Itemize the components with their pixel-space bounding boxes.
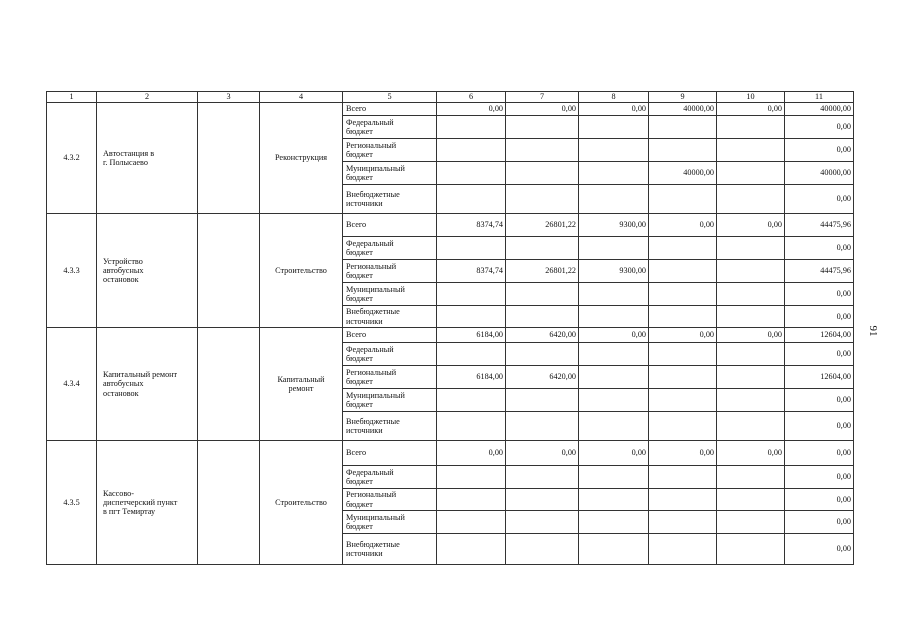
value-cell-6: 0,00	[437, 441, 506, 466]
funding-source: Всего	[343, 328, 437, 343]
column-number-5: 5	[343, 92, 437, 103]
item-col3	[198, 441, 260, 565]
value-cell-9	[649, 534, 717, 565]
funding-source: Региональный бюджет	[343, 489, 437, 511]
funding-source: Муниципальный бюджет	[343, 511, 437, 534]
value-cell-8	[579, 489, 649, 511]
funding-source: Муниципальный бюджет	[343, 389, 437, 412]
work-type: Строительство	[260, 214, 343, 328]
value-cell-9	[649, 116, 717, 139]
value-cell-11: 0,00	[785, 306, 854, 328]
value-cell-10	[717, 162, 785, 185]
value-cell-10: 0,00	[717, 103, 785, 116]
item-name: Устройство автобусных остановок	[97, 214, 198, 328]
value-cell-10	[717, 466, 785, 489]
value-cell-7	[506, 283, 579, 306]
value-cell-11: 0,00	[785, 489, 854, 511]
value-cell-9	[649, 412, 717, 441]
funding-source: Федеральный бюджет	[343, 116, 437, 139]
value-cell-8	[579, 511, 649, 534]
column-number-6: 6	[437, 92, 506, 103]
funding-source: Федеральный бюджет	[343, 466, 437, 489]
value-cell-9	[649, 489, 717, 511]
column-number-2: 2	[97, 92, 198, 103]
value-cell-6	[437, 162, 506, 185]
value-cell-7	[506, 412, 579, 441]
value-cell-9: 40000,00	[649, 103, 717, 116]
value-cell-11: 0,00	[785, 441, 854, 466]
value-cell-10	[717, 389, 785, 412]
funding-source: Внебюджетные источники	[343, 306, 437, 328]
value-cell-7	[506, 511, 579, 534]
value-cell-7	[506, 162, 579, 185]
value-cell-6	[437, 343, 506, 366]
value-cell-7: 6420,00	[506, 328, 579, 343]
value-cell-9: 0,00	[649, 328, 717, 343]
value-cell-9	[649, 306, 717, 328]
value-cell-10	[717, 185, 785, 214]
value-cell-6	[437, 489, 506, 511]
value-cell-8	[579, 306, 649, 328]
column-number-11: 11	[785, 92, 854, 103]
value-cell-7: 26801,22	[506, 214, 579, 237]
value-cell-10	[717, 511, 785, 534]
value-cell-7: 0,00	[506, 103, 579, 116]
value-cell-6	[437, 283, 506, 306]
funding-source: Всего	[343, 103, 437, 116]
column-number-10: 10	[717, 92, 785, 103]
value-cell-9	[649, 366, 717, 389]
value-cell-8	[579, 237, 649, 260]
value-cell-9	[649, 511, 717, 534]
value-cell-11: 0,00	[785, 511, 854, 534]
funding-source: Всего	[343, 214, 437, 237]
value-cell-11: 0,00	[785, 466, 854, 489]
work-type: Реконструкция	[260, 103, 343, 214]
value-cell-9	[649, 237, 717, 260]
value-cell-7: 6420,00	[506, 366, 579, 389]
item-name: Кассово- диспетчерский пункт в пгт Темиртау	[97, 441, 198, 565]
funding-source: Федеральный бюджет	[343, 237, 437, 260]
value-cell-9	[649, 185, 717, 214]
page-number: 91	[867, 325, 879, 337]
table-row	[47, 103, 854, 116]
value-cell-6	[437, 511, 506, 534]
value-cell-11: 40000,00	[785, 162, 854, 185]
work-type: Капитальный ремонт	[260, 328, 343, 441]
value-cell-11: 0,00	[785, 389, 854, 412]
column-numbers-row	[47, 92, 854, 103]
value-cell-9	[649, 260, 717, 283]
value-cell-10	[717, 139, 785, 162]
value-cell-7: 26801,22	[506, 260, 579, 283]
table-row	[47, 441, 854, 466]
value-cell-11: 0,00	[785, 185, 854, 214]
value-cell-7	[506, 306, 579, 328]
value-cell-8	[579, 162, 649, 185]
value-cell-11: 0,00	[785, 343, 854, 366]
value-cell-10	[717, 116, 785, 139]
value-cell-8: 0,00	[579, 103, 649, 116]
value-cell-6	[437, 185, 506, 214]
funding-source: Внебюджетные источники	[343, 185, 437, 214]
funding-source: Региональный бюджет	[343, 366, 437, 389]
value-cell-7	[506, 466, 579, 489]
value-cell-10	[717, 260, 785, 283]
value-cell-8	[579, 139, 649, 162]
value-cell-9: 0,00	[649, 214, 717, 237]
value-cell-8: 0,00	[579, 328, 649, 343]
table-row	[47, 214, 854, 237]
value-cell-6: 8374,74	[437, 260, 506, 283]
value-cell-7	[506, 534, 579, 565]
value-cell-11: 44475,96	[785, 214, 854, 237]
value-cell-6: 6184,00	[437, 366, 506, 389]
value-cell-8: 9300,00	[579, 214, 649, 237]
value-cell-9	[649, 389, 717, 412]
value-cell-8	[579, 366, 649, 389]
value-cell-9: 40000,00	[649, 162, 717, 185]
item-col3	[198, 328, 260, 441]
item-name: Автостанция в г. Полысаево	[97, 103, 198, 214]
value-cell-9	[649, 466, 717, 489]
value-cell-6	[437, 306, 506, 328]
value-cell-7: 0,00	[506, 441, 579, 466]
value-cell-8	[579, 116, 649, 139]
value-cell-7	[506, 489, 579, 511]
table-body	[47, 92, 854, 565]
value-cell-6: 6184,00	[437, 328, 506, 343]
value-cell-10	[717, 412, 785, 441]
value-cell-8	[579, 283, 649, 306]
value-cell-10	[717, 534, 785, 565]
funding-source: Муниципальный бюджет	[343, 162, 437, 185]
value-cell-8	[579, 534, 649, 565]
value-cell-8	[579, 412, 649, 441]
value-cell-10	[717, 489, 785, 511]
value-cell-7	[506, 116, 579, 139]
value-cell-10	[717, 343, 785, 366]
value-cell-11: 0,00	[785, 283, 854, 306]
value-cell-11: 0,00	[785, 116, 854, 139]
column-number-9: 9	[649, 92, 717, 103]
value-cell-6	[437, 237, 506, 260]
funding-source: Муниципальный бюджет	[343, 283, 437, 306]
item-col3	[198, 103, 260, 214]
funding-source: Федеральный бюджет	[343, 343, 437, 366]
value-cell-7	[506, 139, 579, 162]
column-number-7: 7	[506, 92, 579, 103]
funding-source: Всего	[343, 441, 437, 466]
value-cell-11: 0,00	[785, 139, 854, 162]
funding-source: Внебюджетные источники	[343, 412, 437, 441]
value-cell-6	[437, 389, 506, 412]
value-cell-7	[506, 237, 579, 260]
value-cell-11: 0,00	[785, 534, 854, 565]
column-number-4: 4	[260, 92, 343, 103]
value-cell-6: 8374,74	[437, 214, 506, 237]
value-cell-10: 0,00	[717, 441, 785, 466]
item-name: Капитальный ремонт автобусных остановок	[97, 328, 198, 441]
value-cell-11: 12604,00	[785, 366, 854, 389]
funding-source: Региональный бюджет	[343, 260, 437, 283]
value-cell-10	[717, 283, 785, 306]
item-code: 4.3.2	[47, 103, 97, 214]
item-code: 4.3.5	[47, 441, 97, 565]
value-cell-9	[649, 343, 717, 366]
value-cell-11: 12604,00	[785, 328, 854, 343]
budget-table	[46, 91, 854, 565]
value-cell-8	[579, 389, 649, 412]
value-cell-10	[717, 237, 785, 260]
value-cell-7	[506, 185, 579, 214]
value-cell-11: 44475,96	[785, 260, 854, 283]
value-cell-8	[579, 343, 649, 366]
column-number-3: 3	[198, 92, 260, 103]
value-cell-6: 0,00	[437, 103, 506, 116]
value-cell-6	[437, 466, 506, 489]
funding-source: Региональный бюджет	[343, 139, 437, 162]
value-cell-8: 9300,00	[579, 260, 649, 283]
value-cell-10	[717, 306, 785, 328]
value-cell-6	[437, 116, 506, 139]
item-col3	[198, 214, 260, 328]
value-cell-10	[717, 366, 785, 389]
work-type: Строительство	[260, 441, 343, 565]
value-cell-10: 0,00	[717, 214, 785, 237]
column-number-1: 1	[47, 92, 97, 103]
value-cell-9	[649, 283, 717, 306]
value-cell-11: 0,00	[785, 237, 854, 260]
value-cell-11: 0,00	[785, 412, 854, 441]
value-cell-8	[579, 466, 649, 489]
column-number-8: 8	[579, 92, 649, 103]
value-cell-9	[649, 139, 717, 162]
value-cell-7	[506, 389, 579, 412]
item-code: 4.3.4	[47, 328, 97, 441]
value-cell-7	[506, 343, 579, 366]
table-row	[47, 328, 854, 343]
funding-source: Внебюджетные источники	[343, 534, 437, 565]
value-cell-11: 40000,00	[785, 103, 854, 116]
value-cell-6	[437, 139, 506, 162]
value-cell-9: 0,00	[649, 441, 717, 466]
value-cell-10: 0,00	[717, 328, 785, 343]
item-code: 4.3.3	[47, 214, 97, 328]
value-cell-8	[579, 185, 649, 214]
value-cell-6	[437, 534, 506, 565]
value-cell-6	[437, 412, 506, 441]
value-cell-8: 0,00	[579, 441, 649, 466]
